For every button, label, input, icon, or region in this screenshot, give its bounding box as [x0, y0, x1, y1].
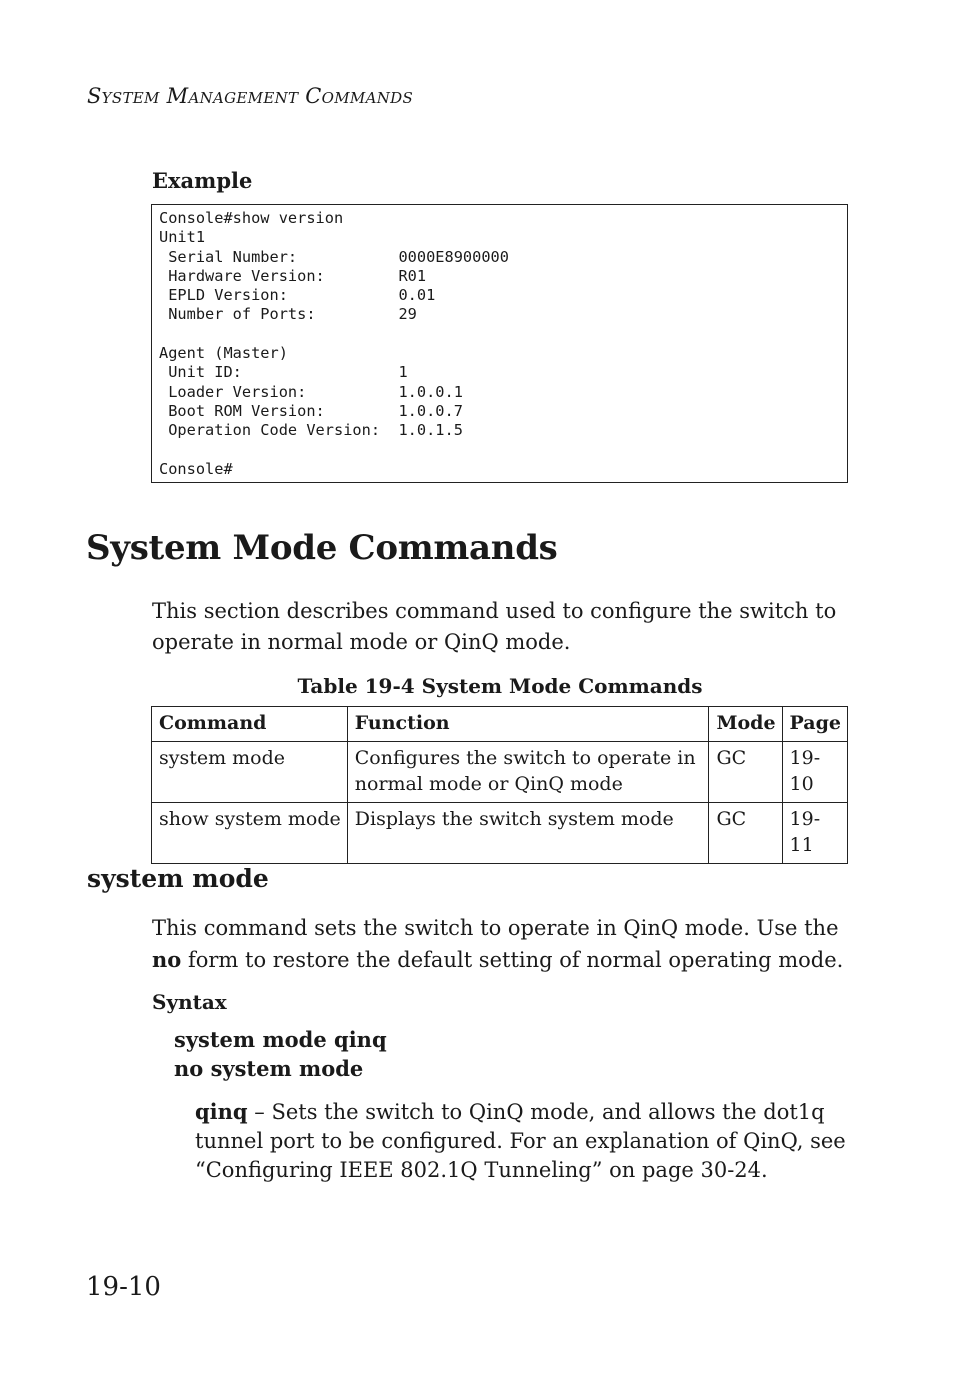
- header-page: Page: [782, 707, 847, 742]
- subsection-title: system mode: [87, 864, 269, 893]
- table-caption: Table 19-4 System Mode Commands: [297, 674, 703, 698]
- header-command: Command: [152, 707, 348, 742]
- code-example-text: Console#show version Unit1 Serial Number: 0000E8900000 Hardware Version: R01 EPLD Version: 0.01 Number of Ports: 29 Agent (Master) Unit ID: 1 Loader Version: 1.0.0.1 Boot ROM Version: 1.0.0.7 Operation Code Version: 1.0.1.5 Console#: [159, 209, 509, 478]
- example-label: Example: [152, 168, 253, 193]
- subsection-description: [152, 913, 852, 976]
- syntax-line: system mode qinq: [174, 1027, 387, 1052]
- cell-mode: GC: [709, 803, 782, 864]
- cell-mode: GC: [709, 742, 782, 803]
- section-intro: This section describes command used to configure the switch to operate in normal mode or QinQ mode.: [152, 599, 837, 654]
- cell-command: system mode: [152, 742, 348, 803]
- page-number: 19-10: [86, 1272, 161, 1302]
- commands-table: [151, 706, 848, 864]
- parameter-text: – Sets the switch to QinQ mode, and allows the dot1q tunnel port to be configured. For an explanation of QinQ, see “Configuring IEEE 802.1Q Tunneling” on page 30-24.: [195, 1100, 846, 1182]
- syntax-label: Syntax: [152, 990, 227, 1014]
- cell-page: 19-10: [782, 742, 847, 803]
- cell-command: show system mode: [152, 803, 348, 864]
- description-keyword: no: [152, 947, 182, 972]
- parameter-name: qinq: [195, 1099, 248, 1124]
- section-title: System Mode Commands: [86, 528, 558, 568]
- cell-page: 19-11: [782, 803, 847, 864]
- syntax-line: no system mode: [174, 1056, 364, 1081]
- parameter-description: [195, 1097, 855, 1185]
- table-header-row: [152, 707, 848, 742]
- table-row: [152, 742, 848, 803]
- cell-function: Displays the switch system mode: [347, 803, 709, 864]
- cell-function: Configures the switch to operate in normal mode or QinQ mode: [347, 742, 709, 803]
- description-text: This command sets the switch to operate in QinQ mode. Use the: [152, 916, 839, 940]
- description-text: form to restore the default setting of normal operating mode.: [181, 948, 844, 972]
- header-function: Function: [347, 707, 709, 742]
- table-row: [152, 803, 848, 864]
- running-head: System Management Commands: [87, 84, 414, 108]
- header-mode: Mode: [709, 707, 782, 742]
- code-example-box: [151, 204, 848, 483]
